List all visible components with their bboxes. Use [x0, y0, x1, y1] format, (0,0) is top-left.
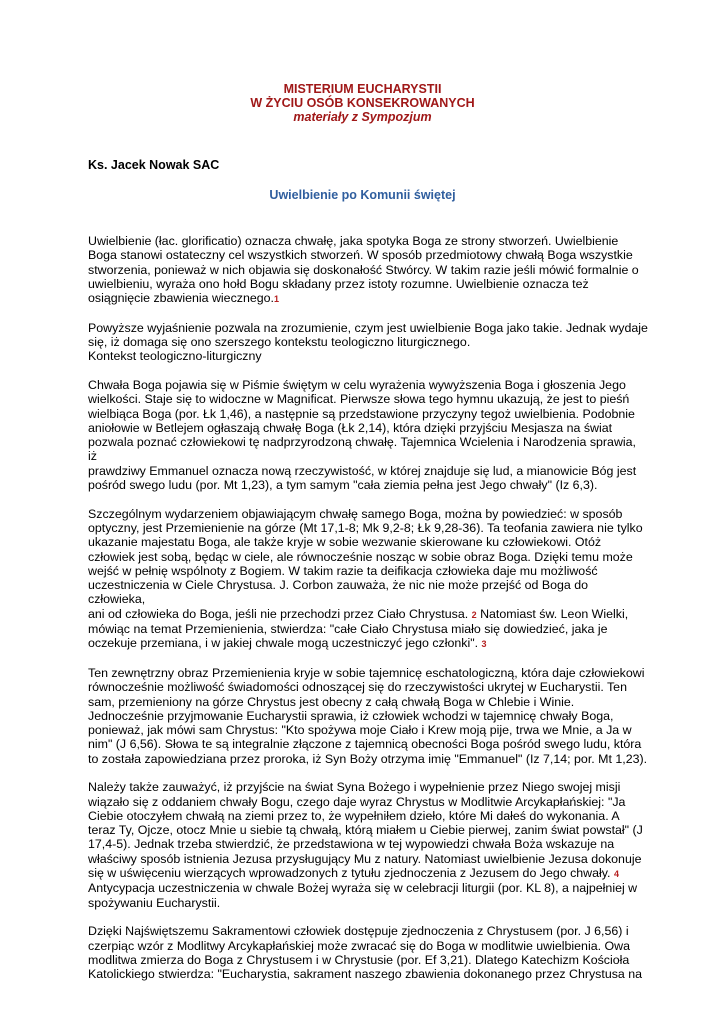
paragraph-line: nim" (J 6,56). Słowa te są integralnie złączone z tajemnicą obecności Boga pośród swego ludu, która: [88, 737, 642, 752]
paragraph-line: Szczególnym wydarzeniem objawiającym chwałę samego Boga, można by powiedzieć: w sposób: [88, 506, 623, 521]
paragraph-line: Boga stanowi ostateczny cel wszystkich stworzeń. W sposób przedmiotowy chwałą Boga wszystkie: [88, 248, 633, 263]
paragraph-5: [88, 666, 648, 766]
paragraph-line: się, iż domaga się ono szerszego kontekstu teologiczno liturgicznego.: [88, 335, 471, 350]
paragraph-line: pozwala poznać człowiekowi tę nadprzyrodzoną chwałę. Tajemnica Wcielenia i Narodzenia sprawia, iż: [88, 435, 636, 464]
footnote-link-4[interactable]: 4: [613, 869, 619, 880]
paragraph-line: Antycypacja uczestniczenia w chwale Bożej wyraża się w celebracji liturgii (por. KL 8), a najpełniej w: [88, 881, 638, 896]
spacer: [88, 364, 648, 378]
paragraph-line: uczestniczenia w Ciele Chrystusa. J. Corbon zauważa, że nic nie może przejść od Boga do człowieka,: [88, 578, 588, 607]
paragraph-4: [88, 507, 648, 652]
paragraph-line: uwielbieniu, wyraża ono hołd Bogu składany przez istoty rozumne. Uwielbienie oznacza też: [88, 276, 589, 291]
paragraph-line: Ciebie otoczyłem chwałą na ziemi przez to, że wypełniłem dzieło, które Mi dałeś do wykonania. A: [88, 808, 620, 823]
paragraph-line: się w uświęceniu wierzących wprowadzonych z tytułu zjednoczenia z Jezusem do Jego chwały.: [88, 866, 611, 881]
header-subtitle: materiały z Sympozjum: [293, 110, 432, 124]
footnote-link-3[interactable]: 3: [481, 639, 487, 650]
paragraph-line: ani od człowieka do Boga, jeśli nie przechodzi przez Ciało Chrystusa.: [88, 606, 469, 621]
paragraph-line: pośród swego ludu (por. Mt 1,23), a tym samym "cała ziemia pełna jest Jego chwały" (Iz 6,3).: [88, 478, 598, 493]
document-header: [0, 82, 725, 124]
section-heading-context: Kontekst teologiczno-liturgiczny: [88, 349, 262, 364]
paragraph-line: modlitwa zmierza do Boga z Chrystusem i w Chrystusie (por. Ef 3,21). Dlatego Katechizm Kościoła: [88, 952, 630, 967]
paragraph-line: prawdziwy Emmanuel oznacza nową rzeczywistość, w której znajduje się lud, a mianowicie Bóg jest: [88, 463, 637, 478]
footnote-link-2[interactable]: 2: [471, 609, 477, 620]
paragraph-line: Jednocześnie przyjmowanie Eucharystii sprawia, iż człowiek wchodzi w tajemnicę chwały Boga,: [88, 708, 614, 723]
header-title-line1: MISTERIUM EUCHARYSTII: [283, 82, 442, 96]
paragraph-3: [88, 378, 648, 492]
paragraph-line: wiązało się z oddaniem chwały Bogu, czego daje wyraz Chrystus w Modlitwie Arcykapłańskiej: "Ja: [88, 794, 626, 809]
paragraph-line: Należy także zauważyć, iż przyjście na świat Syna Bożego i wypełnienie przez Niego swojej misji: [88, 780, 621, 795]
paragraph-line: Natomiast św. Leon Wielki,: [480, 606, 629, 621]
paragraph-line: Chwała Boga pojawia się w Piśmie świętym w celu wyrażenia wywyższenia Boga i głoszenia Jego: [88, 377, 626, 392]
paragraph-line: Dzięki Najświętszemu Sakramentowi człowiek dostępuje zjednoczenia z Chrystusem (por. J 6,56) i: [88, 924, 629, 939]
author-name: Ks. Jacek Nowak SAC: [88, 158, 220, 172]
paragraph-line: oczekuje przemiana, i w jakiej chwale mogą uczestniczyć jego członki".: [88, 636, 479, 651]
document-body: [88, 234, 648, 996]
section-title: Uwielbienie po Komunii świętej: [269, 188, 456, 202]
paragraph-line: czerpiąc wzór z Modlitwy Arcykapłańskiej może zwracać się do Boga w modlitwie uwielbienia. Owa: [88, 938, 630, 953]
paragraph-line: człowiek jest sobą, będąc w ciele, ale równocześnie nosząc w sobie obraz Boga. Dzięki temu może: [88, 549, 633, 564]
footnote-link-1[interactable]: 1: [273, 294, 279, 305]
paragraph-line: to została zapowiedziana przez proroka, iż Syn Boży otrzyma imię "Emmanuel" (Iz 7,14; por. Mt 1,23).: [88, 751, 648, 766]
paragraph-line: osiągnięcie zbawienia wiecznego.: [88, 291, 274, 306]
paragraph-line: mówiąc na temat Przemienienia, stwierdza: "całe Ciało Chrystusa miało się dowiedzieć, jaka je: [88, 622, 608, 637]
paragraph-line: właściwy sposób istnienia Jezusa przysługujący Mu z natury. Natomiast uwielbienie Jezusa dokonuje: [88, 851, 642, 866]
paragraph-7: [88, 924, 648, 981]
paragraph-line: sam, przemieniony na górze Chrystus jest obecny z całą chwałą Boga w Chlebie i Winie.: [88, 694, 575, 709]
paragraph-line: wejść w pełnię wspólnoty z Bogiem. W takim razie ta deifikacja człowieka daje mu możliwość: [88, 563, 598, 578]
paragraph-line: Katolickiego stwierdza: "Eucharystia, sakrament naszego zbawienia dokonanego przez Chrystusa na: [88, 967, 643, 982]
paragraph-2: [88, 321, 648, 364]
paragraph-line: ponieważ, jak mówi sam Chrystus: "Kto spożywa moje Ciało i Krew moją pije, trwa we Mnie, a Ja w: [88, 723, 632, 738]
paragraph-line: 17,4-5). Jednak trzeba stwierdzić, że przedstawiona w tej wypowiedzi chwała Boża wskazuje na: [88, 837, 615, 852]
paragraph-line: optyczny, jest Przemienienie na górze (Mt 17,1-8; Mk 9,2-8; Łk 9,28-36). Ta teofania zawiera nie tylko: [88, 520, 643, 535]
paragraph-line: Powyższe wyjaśnienie pozwala na zrozumienie, czym jest uwielbienie Boga jako takie. Jednak wydaje: [88, 320, 648, 335]
header-title-line2: W ŻYCIU OSÓB KONSEKROWANYCH: [250, 96, 475, 110]
paragraph-line: wielbiąca Boga (por. Łk 1,46), a następnie są przedstawione przyczyny tegoż uwielbienia. Podobnie: [88, 406, 635, 421]
paragraph-line: Ten zewnętrzny obraz Przemienienia kryje w sobie tajemnicę eschatologiczną, która daje człowiekowi: [88, 665, 645, 680]
paragraph-6: [88, 780, 648, 910]
paragraph-line: spożywaniu Eucharystii.: [88, 895, 221, 910]
paragraph-line: aniołowie w Betlejem ogłaszają chwałę Boga (Łk 2,14), która dzięki przyjściu Mesjasza na świat: [88, 420, 613, 435]
paragraph-line: wielkości. Staje się to widoczne w Magnificat. Pierwsze słowa tego hymnu ukazują, że jest to pieśń: [88, 392, 630, 407]
paragraph-line: Uwielbienie (łac. glorificatio) oznacza chwałę, jaka spotyka Boga ze strony stworzeń. Uwielbienie: [88, 234, 619, 248]
paragraph-line: ukazanie majestatu Boga, ale także kryje w sobie wezwanie skierowane ku człowiekowi. Otóż: [88, 535, 602, 550]
paragraph-1: [88, 234, 648, 306]
paragraph-line: teraz Ty, Ojcze, otocz Mnie u siebie tą chwałą, którą miałem u Ciebie pierwej, zanim świat powstał" (J: [88, 823, 643, 838]
paragraph-line: stworzenia, ponieważ w nich objawia się doskonałość Stwórcy. W takim razie jeśli mówić formalnie o: [88, 262, 639, 277]
paragraph-line: równocześnie możliwość świadomości odnoszącej się do rzeczywistości ukrytej w Eucharystii. Ten: [88, 680, 627, 695]
